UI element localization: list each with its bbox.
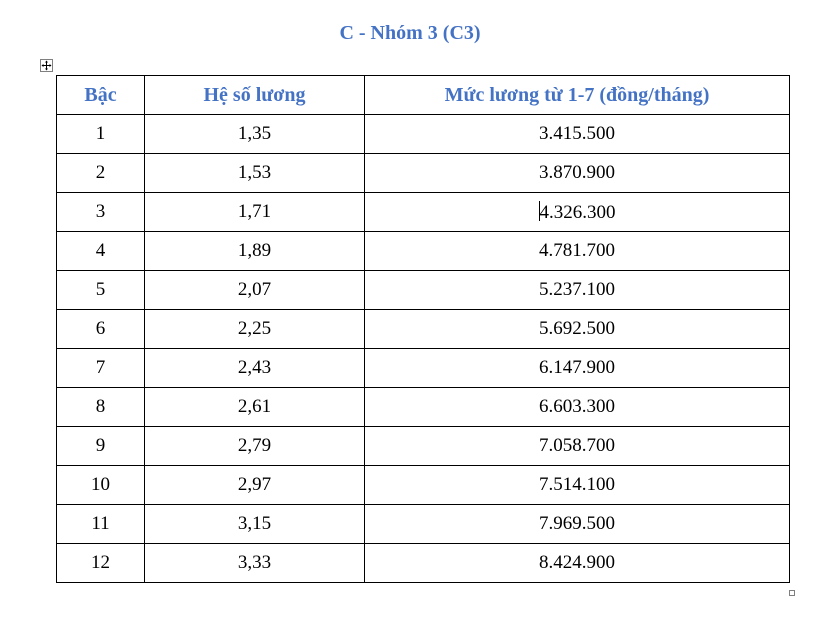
cell-he-so[interactable]: 2,79 xyxy=(145,427,365,466)
table-row xyxy=(57,271,790,310)
cell-he-so[interactable]: 2,07 xyxy=(145,271,365,310)
cell-bac[interactable]: 6 xyxy=(57,310,145,349)
cell-he-so[interactable]: 1,89 xyxy=(145,232,365,271)
cell-muc-luong[interactable]: 3.870.900 xyxy=(365,154,790,193)
table-row xyxy=(57,310,790,349)
cell-he-so[interactable]: 2,97 xyxy=(145,466,365,505)
cell-muc-luong[interactable]: 5.692.500 xyxy=(365,310,790,349)
table-row xyxy=(57,505,790,544)
cell-bac[interactable]: 8 xyxy=(57,388,145,427)
table-move-handle-icon[interactable] xyxy=(40,59,53,72)
cell-muc-luong[interactable]: 7.969.500 xyxy=(365,505,790,544)
header-bac[interactable]: Bậc xyxy=(57,76,145,115)
table-row xyxy=(57,544,790,583)
cell-muc-luong[interactable]: 6.147.900 xyxy=(365,349,790,388)
table-header-row xyxy=(57,76,790,115)
table-row xyxy=(57,154,790,193)
cell-he-so[interactable]: 3,15 xyxy=(145,505,365,544)
cell-he-so[interactable]: 2,43 xyxy=(145,349,365,388)
cell-he-so[interactable]: 1,35 xyxy=(145,115,365,154)
cell-he-so[interactable]: 1,71 xyxy=(145,193,365,232)
cell-bac[interactable]: 12 xyxy=(57,544,145,583)
cell-he-so[interactable]: 2,61 xyxy=(145,388,365,427)
cell-muc-luong[interactable]: 7.514.100 xyxy=(365,466,790,505)
header-muc-luong[interactable]: Mức lương từ 1-7 (đồng/tháng) xyxy=(365,76,790,115)
header-he-so-luong[interactable]: Hệ số lương xyxy=(145,76,365,115)
cell-muc-luong[interactable]: 5.237.100 xyxy=(365,271,790,310)
cell-muc-luong[interactable]: 7.058.700 xyxy=(365,427,790,466)
cell-muc-luong[interactable] xyxy=(365,193,790,232)
cell-bac[interactable]: 1 xyxy=(57,115,145,154)
cell-muc-luong[interactable]: 3.415.500 xyxy=(365,115,790,154)
cell-bac[interactable]: 10 xyxy=(57,466,145,505)
cell-muc-luong[interactable]: 8.424.900 xyxy=(365,544,790,583)
cell-bac[interactable]: 5 xyxy=(57,271,145,310)
cell-bac[interactable]: 7 xyxy=(57,349,145,388)
table-row xyxy=(57,193,790,232)
salary-table xyxy=(56,75,790,583)
table-resize-handle-icon[interactable] xyxy=(789,590,795,596)
table-row xyxy=(57,466,790,505)
cell-bac[interactable]: 11 xyxy=(57,505,145,544)
cell-he-so[interactable]: 1,53 xyxy=(145,154,365,193)
cell-muc-luong[interactable]: 6.603.300 xyxy=(365,388,790,427)
table-row xyxy=(57,349,790,388)
cell-bac[interactable]: 4 xyxy=(57,232,145,271)
table-row xyxy=(57,427,790,466)
cell-bac[interactable]: 9 xyxy=(57,427,145,466)
document-title: C - Nhóm 3 (C3) xyxy=(339,22,481,44)
cell-bac[interactable]: 3 xyxy=(57,193,145,232)
cell-muc-luong-text: 4.326.300 xyxy=(539,201,616,223)
cell-bac[interactable]: 2 xyxy=(57,154,145,193)
table-row xyxy=(57,115,790,154)
cell-muc-luong[interactable]: 4.781.700 xyxy=(365,232,790,271)
table-row xyxy=(57,232,790,271)
table-row xyxy=(57,388,790,427)
cell-he-so[interactable]: 2,25 xyxy=(145,310,365,349)
cell-he-so[interactable]: 3,33 xyxy=(145,544,365,583)
